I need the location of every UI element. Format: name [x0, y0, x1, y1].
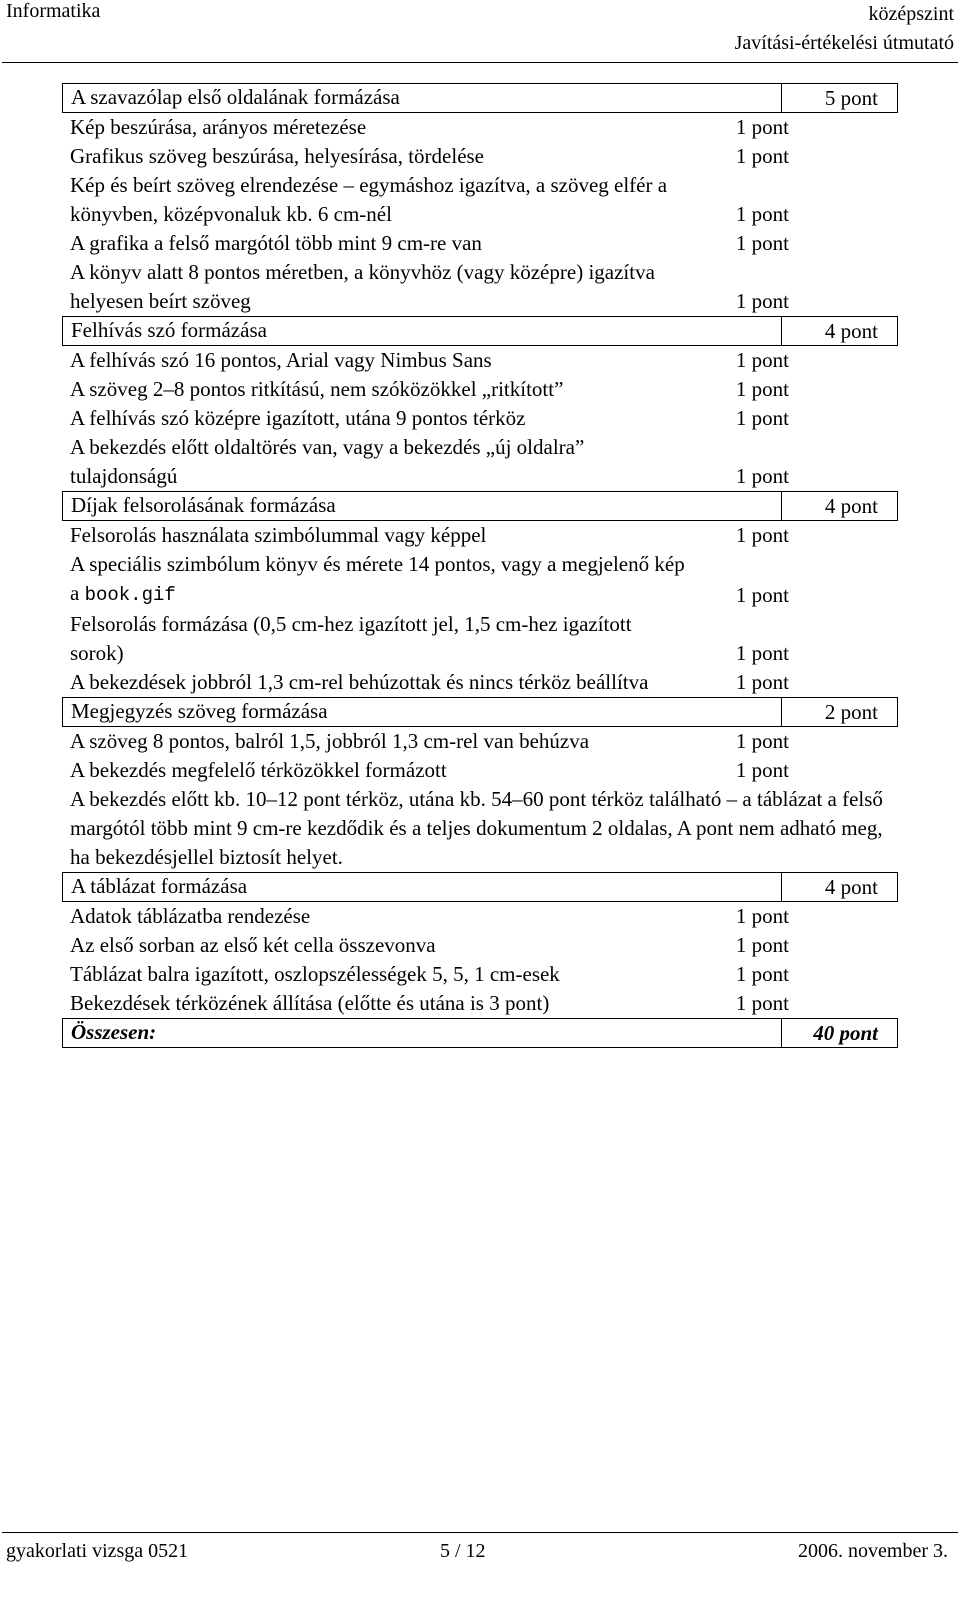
- criterion-text: [62, 521, 685, 550]
- criterion-text: [62, 229, 685, 258]
- row-text: Kép és beírt szöveg elrendezése – egymáshoz igazítva, a szöveg elfér a könyvben, középvonaluk kb. 6 cm-nél: [70, 173, 668, 226]
- item-points: 1 pont: [735, 289, 789, 313]
- criterion-row: [62, 113, 898, 142]
- item-points: 1 pont: [735, 583, 789, 607]
- item-points: 1 pont: [735, 348, 789, 372]
- section-header-row: [62, 316, 898, 346]
- section-header-row: [62, 491, 898, 521]
- row-text: Adatok táblázatba rendezése: [70, 904, 311, 928]
- criterion-row: [62, 550, 898, 610]
- criterion-text: [62, 902, 685, 931]
- criterion-row: [62, 171, 898, 229]
- criterion-text: [62, 375, 685, 404]
- header-right: [735, 0, 954, 58]
- total-points: 40 pont: [781, 1019, 886, 1047]
- item-points: 1 pont: [735, 991, 789, 1015]
- item-points: 1 pont: [735, 115, 789, 139]
- section-points: 5 pont: [781, 84, 886, 112]
- criterion-text: [62, 668, 685, 697]
- scoring-table: [62, 83, 898, 1048]
- section-title: [63, 872, 781, 901]
- criterion-row: [62, 433, 898, 491]
- row-text: A bekezdés előtt kb. 10–12 pont térköz, utána kb. 54–60 pont térköz található – a táblázat a felső margótól több mint 9 cm-re kezdődik és a teljes dokumentum 2 oldalas, A pont nem adható meg, ha bekezdésjellel biztosít helyet.: [70, 787, 883, 869]
- section-header-row: [62, 872, 898, 902]
- item-points: 1 pont: [735, 670, 789, 694]
- row-text: Felsorolás formázása (0,5 cm-hez igazított jel, 1,5 cm-hez igazított sorok): [70, 612, 632, 665]
- item-points: 1 pont: [735, 406, 789, 430]
- item-points: 1 pont: [735, 464, 789, 488]
- page-header: [0, 0, 960, 60]
- section-header-row: [62, 697, 898, 727]
- section-title: [63, 316, 781, 345]
- row-text: Felsorolás használata szimbólummal vagy képpel: [70, 523, 487, 547]
- row-text: Összesen:: [71, 1020, 157, 1044]
- row-text: Megjegyzés szöveg formázása: [71, 699, 328, 723]
- item-points: 1 pont: [735, 962, 789, 986]
- criterion-text: [62, 756, 685, 785]
- criterion-row: [62, 258, 898, 316]
- item-points: 1 pont: [735, 377, 789, 401]
- criterion-text: [62, 113, 685, 142]
- section-header-row: [62, 83, 898, 113]
- criterion-text: [62, 404, 685, 433]
- row-text: A táblázat formázása: [71, 874, 248, 898]
- criterion-text: [62, 727, 685, 756]
- criterion-text: [62, 989, 685, 1018]
- row-text: A szavazólap első oldalának formázása: [71, 85, 400, 109]
- criterion-row: [62, 346, 898, 375]
- item-points: 1 pont: [735, 202, 789, 226]
- section-points: 2 pont: [781, 698, 886, 726]
- criterion-row: [62, 375, 898, 404]
- row-text: A felhívás szó 16 pontos, Arial vagy Nimbus Sans: [70, 348, 492, 372]
- row-text: A grafika a felső margótól több mint 9 cm-re van: [70, 231, 482, 255]
- section-points: 4 pont: [781, 873, 886, 901]
- footer-date: 2006. november 3.: [798, 1540, 948, 1562]
- total-label: [63, 1018, 781, 1047]
- criterion-text: [62, 258, 685, 316]
- header-level: középszint: [868, 3, 954, 25]
- criterion-row: [62, 521, 898, 550]
- criterion-text: [62, 931, 685, 960]
- note-row: [62, 785, 898, 872]
- row-text: Felhívás szó formázása: [71, 318, 267, 342]
- criterion-row: [62, 727, 898, 756]
- footer-divider: [2, 1532, 958, 1533]
- header-doc-type: Javítási-értékelési útmutató: [734, 32, 954, 54]
- row-text: Kép beszúrása, arányos méretezése: [70, 115, 367, 139]
- row-text: Grafikus szöveg beszúrása, helyesírása, tördelése: [70, 144, 485, 168]
- total-row: [62, 1018, 898, 1048]
- row-text: A felhívás szó középre igazított, utána 9 pontos térköz: [70, 406, 526, 430]
- criterion-row: [62, 931, 898, 960]
- criterion-text: [62, 433, 685, 491]
- criterion-row: [62, 404, 898, 433]
- section-title: [63, 491, 781, 520]
- criterion-row: [62, 960, 898, 989]
- section-points: 4 pont: [781, 492, 886, 520]
- section-title: [63, 83, 781, 112]
- criterion-row: [62, 142, 898, 171]
- criterion-text: [62, 346, 685, 375]
- footer-page-number: 5 / 12: [440, 1540, 486, 1562]
- row-text: Táblázat balra igazított, oszlopszélességek 5, 5, 1 cm-esek: [70, 962, 560, 986]
- criterion-text: [62, 550, 685, 610]
- row-text: A szöveg 2–8 pontos ritkítású, nem szóközökkel „ritkított”: [70, 377, 564, 401]
- criterion-text: [62, 171, 685, 229]
- section-points: 4 pont: [781, 317, 886, 345]
- item-points: 1 pont: [735, 904, 789, 928]
- criterion-row: [62, 989, 898, 1018]
- item-points: 1 pont: [735, 933, 789, 957]
- header-subject: Informatika: [6, 0, 101, 22]
- row-text: Bekezdések térközének állítása (előtte és utána is 3 pont): [70, 991, 550, 1015]
- header-divider: [2, 62, 958, 63]
- item-points: 1 pont: [735, 144, 789, 168]
- row-text: Díjak felsorolásának formázása: [71, 493, 336, 517]
- criterion-row: [62, 229, 898, 258]
- row-text: A bekezdés megfelelő térközökkel formázott: [70, 758, 447, 782]
- item-points: 1 pont: [735, 729, 789, 753]
- row-text: A szöveg 8 pontos, balról 1,5, jobbról 1,3 cm-rel van behúzva: [70, 729, 590, 753]
- row-text: Az első sorban az első két cella összevonva: [70, 933, 436, 957]
- criterion-text: [62, 960, 685, 989]
- criterion-text: [62, 785, 898, 872]
- criterion-row: [62, 756, 898, 785]
- criterion-text: [62, 610, 685, 668]
- row-text: A könyv alatt 8 pontos méretben, a könyvhöz (vagy középre) igazítva helyesen beírt szöveg: [70, 260, 655, 313]
- row-text: A speciális szimbólum könyv és mérete 14 pontos, vagy a megjelenő kép a: [70, 552, 685, 605]
- criterion-row: [62, 610, 898, 668]
- item-points: 1 pont: [735, 641, 789, 665]
- item-points: 1 pont: [735, 231, 789, 255]
- filename-code: book.gif: [84, 584, 176, 606]
- section-title: [63, 697, 781, 726]
- criterion-text: [62, 142, 685, 171]
- footer-exam-label: gyakorlati vizsga 0521: [6, 1540, 189, 1562]
- row-text: A bekezdések jobbról 1,3 cm-rel behúzottak és nincs térköz beállítva: [70, 670, 649, 694]
- criterion-row: [62, 668, 898, 697]
- criterion-row: [62, 902, 898, 931]
- row-text: A bekezdés előtt oldaltörés van, vagy a bekezdés „új oldalra” tulajdonságú: [70, 435, 585, 488]
- item-points: 1 pont: [735, 523, 789, 547]
- item-points: 1 pont: [735, 758, 789, 782]
